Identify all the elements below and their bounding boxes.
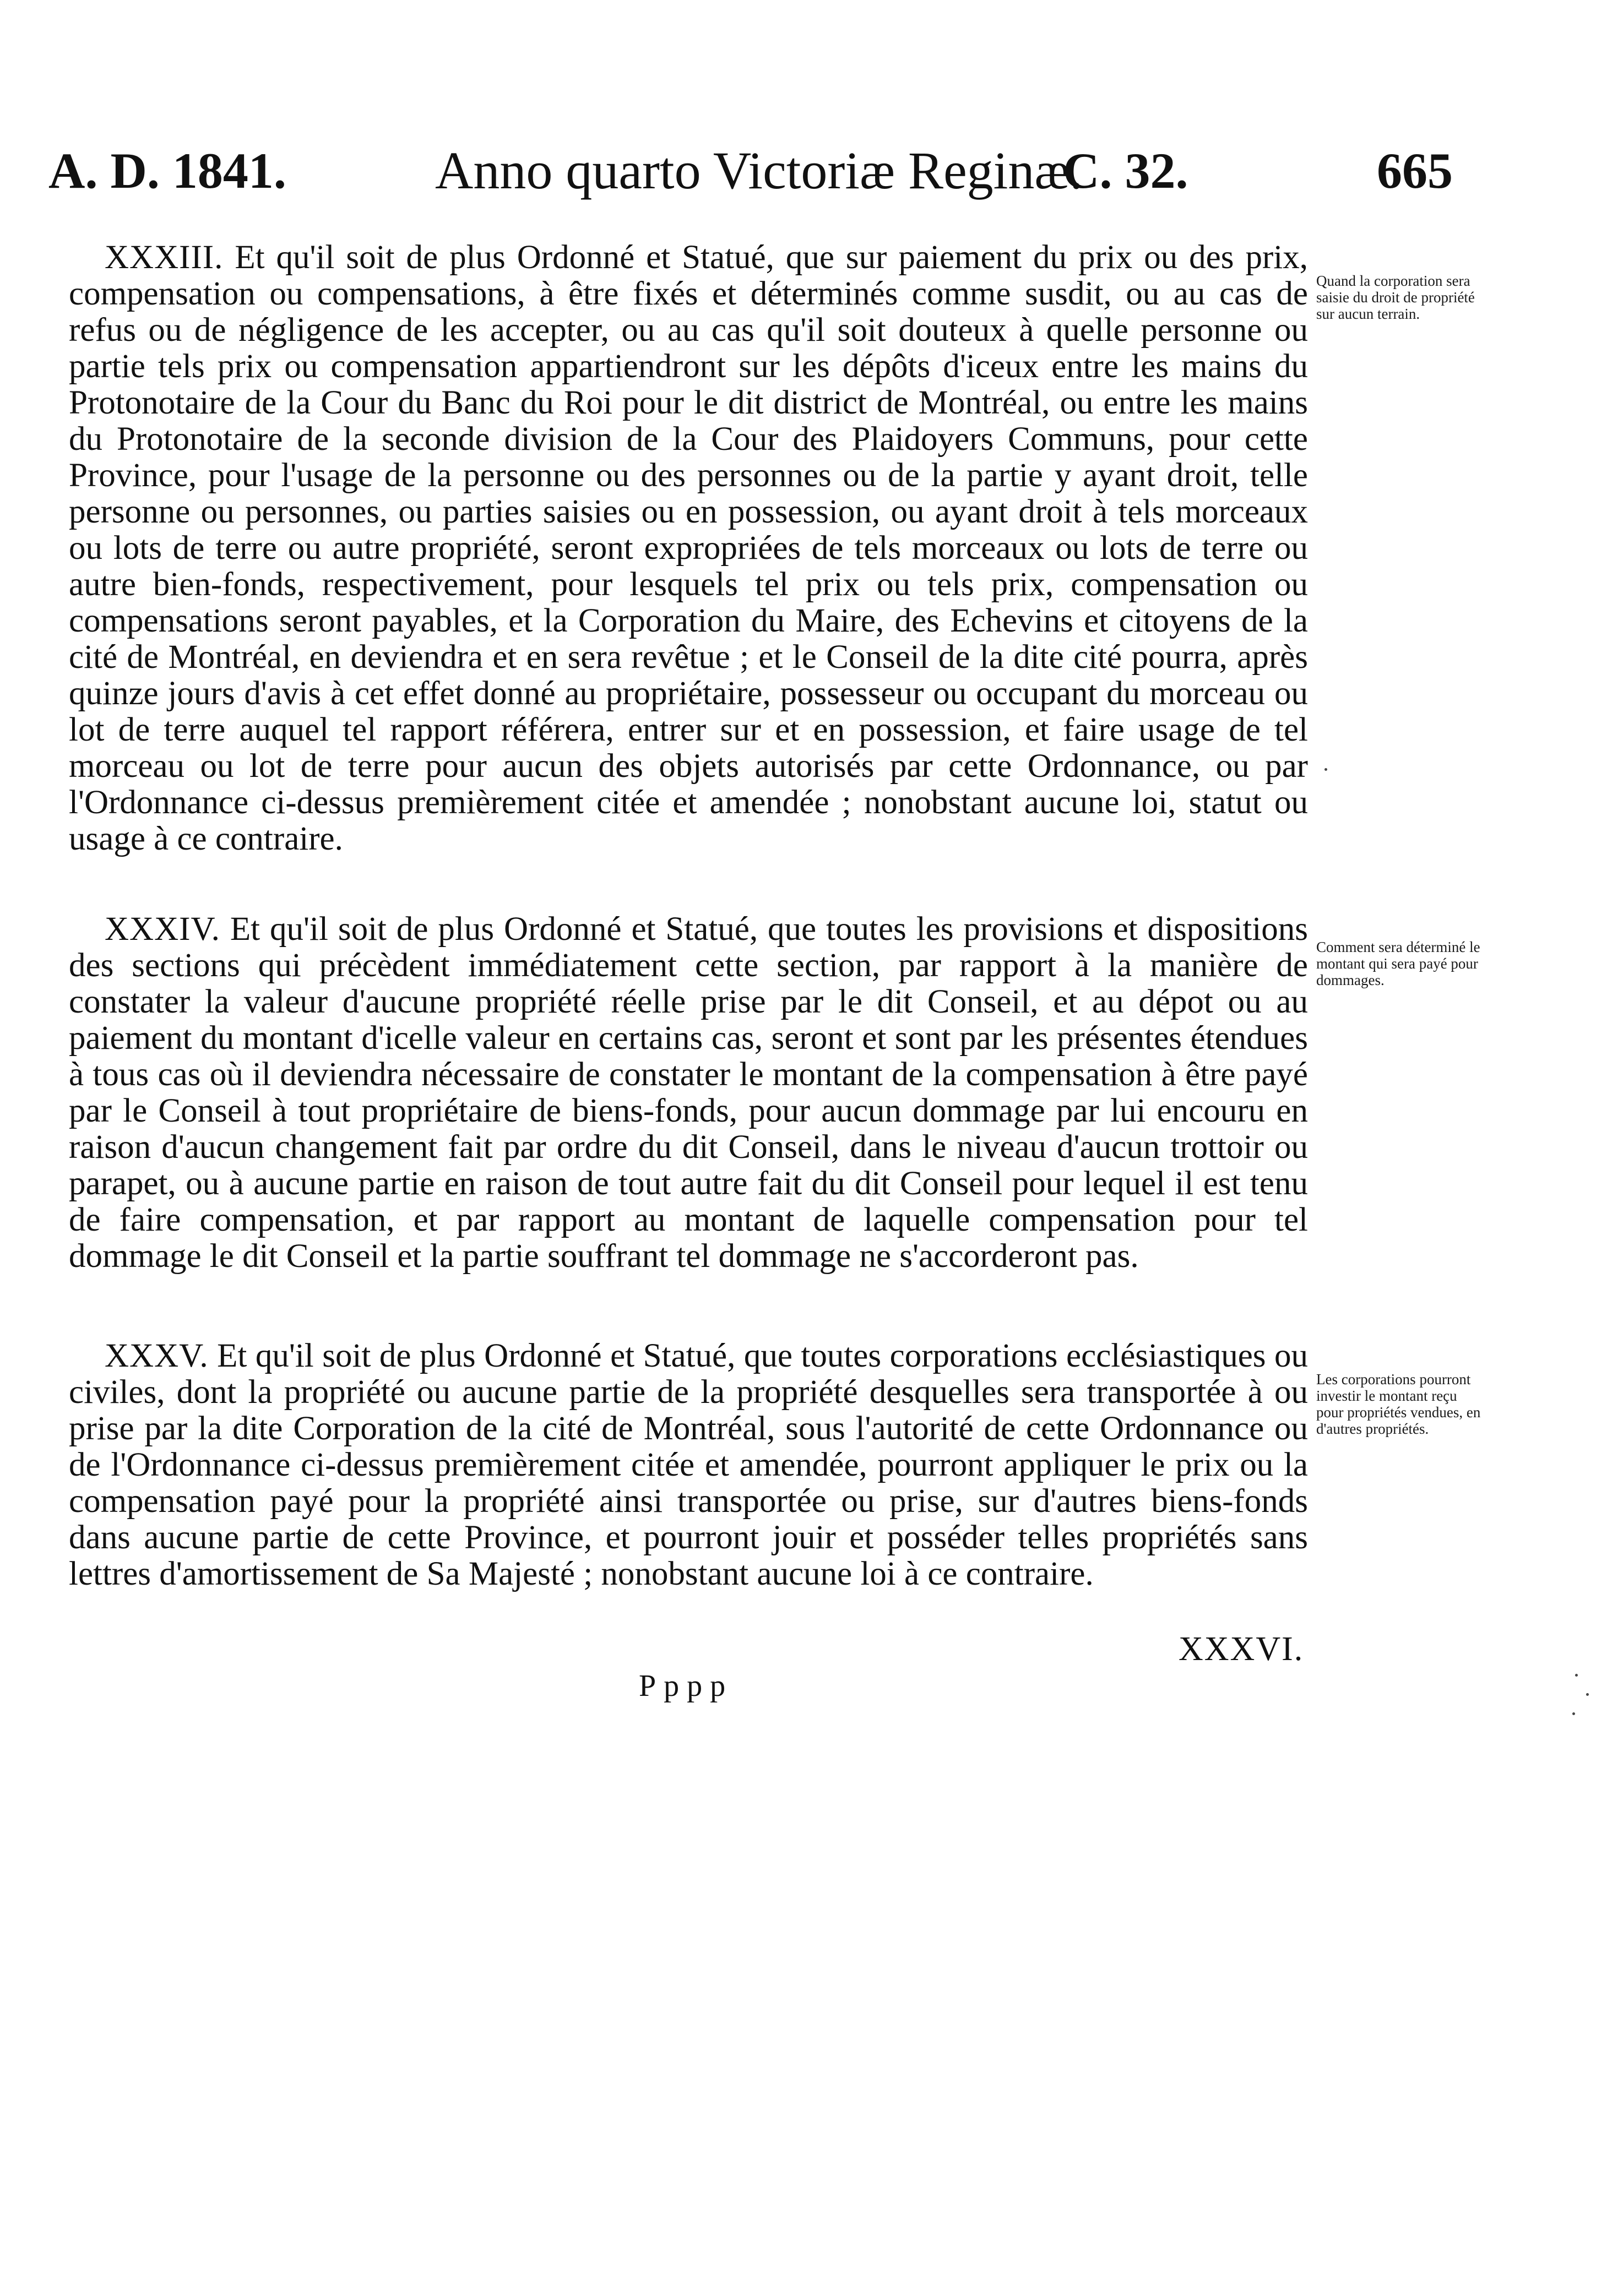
marginal-note: Quand la corporation sera saisie du droit de propriété sur aucun terrain. <box>1316 273 1475 322</box>
section-text: Et qu'il soit de plus Ordonné et Statué, que sur paiement du prix ou des prix, compensation ou compensations, à être fixés et déterminés comme susdit, ou au cas de refus ou de négligence de les accepter, ou au cas qu'il soit douteux à quelle personne ou partie tels prix ou compensation appartiendront sur les dépôts d'iceux entre les mains du Protonotaire de la Cour du Banc du Roi pour le dit district de Montréal, ou entre les mains du Protonotaire de la seconde division de la Cour des Plaidoyers Communs, pour cette Province, pour l'usage de la personne ou des personnes ou de la partie y ayant droit, telle personne ou personnes, ou parties saisies ou en possession, ou ayant droit à tels morceaux ou lots de terre ou autre propriété, seront expropriées de tels morceaux ou lots de terre ou autre bien-fonds, respectivement, pour lesquels tel prix ou tels prix, compensation ou compensations seront payables, et la Corporation du Maire, des Echevins et citoyens de la cité de Montréal, en deviendra et en sera revêtue ; et le Conseil de la dite cité pourra, après quinze jours d'avis à cet effet donné au propriétaire, possesseur ou occupant du morceau ou lot de terre auquel tel rapport référera, entrer sur et en possession, et faire usage de tel morceau ou lot de terre pour aucun des objets autorisés par cette Ordonnance, ou par l'Ordonnance ci-dessus premièrement citée et amendée ; nonobstant aucune loi, statut ou usage à ce contraire. <box>69 239 1308 857</box>
section-number: XXXIII. <box>105 239 224 276</box>
marginal-note: Les corporations pourront investir le montant reçu pour propriétés vendues, en d'autres propriétés. <box>1316 1371 1481 1437</box>
section-number: XXXV. <box>105 1337 209 1374</box>
section-body <box>69 1338 1308 1592</box>
running-head <box>0 140 1607 201</box>
signature-mark: Pppp <box>639 1669 734 1703</box>
print-speck <box>1575 1674 1578 1677</box>
section-xxxiv <box>69 911 1308 1275</box>
section-body <box>69 911 1308 1275</box>
section-xxxiii <box>69 240 1308 857</box>
marginal-note: Comment sera déterminé le montant qui sera payé pour dommages. <box>1316 939 1480 988</box>
print-speck <box>1324 768 1327 771</box>
header-chapter: C. 32. <box>1063 143 1188 199</box>
print-speck <box>1586 1693 1589 1696</box>
section-body <box>69 240 1308 857</box>
section-xxxv <box>69 1338 1308 1592</box>
section-text: Et qu'il soit de plus Ordonné et Statué, que toutes les provisions et dispositions des sections qui précèdent immédiatement cette section, par rapport à la manière de constater la valeur d'aucune propriété réelle prise par le dit Conseil, et au dépot ou au paiement du montant d'icelle valeur en certains cas, seront et sont par les présentes étendues à tous cas où il deviendra nécessaire de constater le montant de la compensation à être payé par le Conseil à tout propriétaire de biens-fonds, pour aucun dommage par lui encouru en raison d'aucun changement fait par ordre du dit Conseil, dans le niveau d'aucun trottoir ou parapet, ou à aucune partie en raison de tout autre fait du dit Conseil pour lequel il est tenu de faire compensation, et par rapport au montant de laquelle compensation pour tel dommage le dit Conseil et la partie souffrant tel dommage ne s'accorderont pas. <box>69 911 1309 1275</box>
header-year: A. D. 1841. <box>48 143 286 199</box>
page-number: 665 <box>1377 143 1453 199</box>
section-number: XXXIV. <box>105 911 220 948</box>
header-title: Anno quarto Victoriæ Reginæ. <box>435 141 1083 200</box>
print-speck <box>1572 1712 1575 1715</box>
catchword: XXXVI. <box>1179 1630 1304 1668</box>
section-text: Et qu'il soit de plus Ordonné et Statué, que toutes corporations ecclésiastiques ou civiles, dont la propriété ou aucune partie de la propriété desquelles sera transportée à ou prise par la dite Corporation de la cité de Montréal, sous l'autorité de cette Ordonnance ou de l'Ordonnance ci-dessus premièrement citée et amendée, pourront appliquer le prix ou la compensation payé pour la propriété ainsi transportée ou prise, sur d'autres biens-fonds dans aucune partie de cette Province, et pourront jouir et posséder telles propriétés sans lettres d'amortissement de Sa Majesté ; nonobstant aucune loi à ce contraire. <box>69 1337 1309 1592</box>
